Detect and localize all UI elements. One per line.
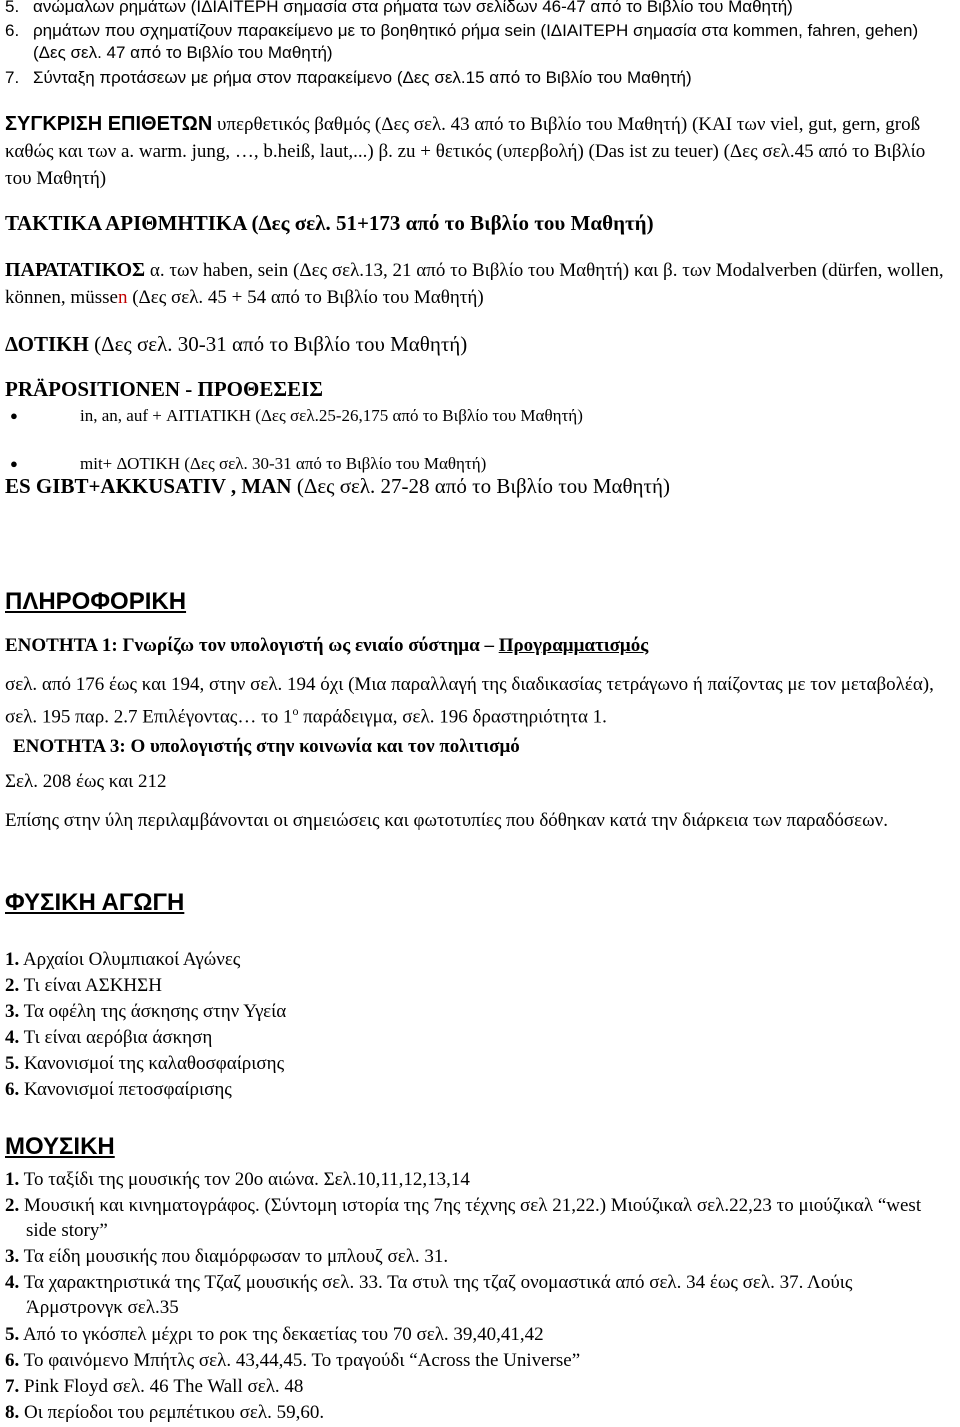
music-item-5 <box>5 1322 952 1347</box>
pe-item-5 <box>5 1051 952 1077</box>
informatics-note: Επίσης στην ύλη περιλαμβάνονται οι σημειώσεις και φωτοτυπίες που δόθηκαν κατά την διάρκεια των παραδόσεων. <box>5 810 888 831</box>
music-number: 7. <box>5 1376 20 1397</box>
informatics-heading: ΠΛΗΡΟΦΟΡΙΚΗ <box>5 588 187 615</box>
music-text: Pink Floyd σελ. 46 The Wall σελ. 48 <box>24 1376 304 1397</box>
pe-text: Τι είναι ΑΣΚΗΣΗ <box>23 975 162 996</box>
music-number: 3. <box>5 1246 20 1267</box>
dotiki-line <box>5 331 952 358</box>
prapositionen-heading: PRÄPOSITIONEN - ΠΡΟΘΕΣΕΙΣ <box>5 377 323 401</box>
list-number: 6. <box>5 21 20 40</box>
bullet-item-2: ● mit+ ΔΟΤΙΚΗ (Δες σελ. 30-31 από το Βιβλίο του Μαθητή) <box>5 453 960 475</box>
sygkrisi-heading: ΣΥΓΚΡΙΣΗ ΕΠΙΘΕΤΩΝ <box>5 113 213 135</box>
pe-item-1 <box>5 947 952 973</box>
esgibt-text: (Δες σελ. 27-28 από το Βιβλίο του Μαθητή) <box>291 474 670 498</box>
music-item-6 <box>5 1348 952 1373</box>
sygkrisi-paragraph <box>5 111 952 192</box>
list-text: ανώμαλων ρημάτων (ΙΔΙΑΙΤΕΡΗ σημασία στα ρήματα των σελίδων 46-47 από το Βιβλίο του Μαθητή) <box>33 0 793 16</box>
music-number: 2. <box>5 1195 20 1216</box>
paratatikos-text-end: (Δες σελ. 45 + 54 από το Βιβλίο του Μαθητή) <box>127 287 484 308</box>
top-list-item-7 <box>5 67 952 89</box>
unit1-heading <box>5 633 952 659</box>
top-list-item-6 <box>5 20 952 64</box>
music-text: Τα είδη μουσικής που διαμόρφωσαν το μπλουζ σελ. 31. <box>23 1246 449 1267</box>
pe-item-2 <box>5 973 952 999</box>
music-number: 5. <box>5 1324 20 1345</box>
unit1-subtitle: Προγραμματισμός <box>498 635 649 656</box>
list-text: ρημάτων που σχηματίζουν παρακείμενο με το βοηθητικό ρήμα sein (ΙΔΙΑΙΤΕΡΗ σημασία στα kommen, fahren, gehen) (Δες σελ. 47 από το Βιβλίο του Μαθητή) <box>33 21 919 62</box>
pe-number: 6. <box>5 1079 20 1100</box>
music-text: Από το γκόσπελ μέχρι το ροκ της δεκαετίας του 70 σελ. 39,40,41,42 <box>22 1324 544 1345</box>
pe-text: Τι είναι αερόβια άσκηση <box>23 1027 213 1048</box>
list-number: 5. <box>5 0 20 16</box>
paratatikos-paragraph <box>5 257 952 311</box>
paratatikos-heading: ΠΑΡΑΤΑΤΙΚΟΣ <box>5 259 146 281</box>
music-text: Το φαινόμενο Μπήτλς σελ. 43,44,45. Το τραγούδι “Across the Universe” <box>23 1350 581 1371</box>
pe-item-3 <box>5 999 952 1025</box>
unit1-title: ΕΝΟΤΗΤΑ 1: Γνωρίζω τον υπολογιστή ως ενιαίο σύστημα <box>5 635 480 656</box>
music-text: Οι περίοδοι του ρεμπέτικου σελ. 59,60. <box>24 1402 325 1423</box>
superscript: ο <box>292 704 299 718</box>
unit1-text-a: σελ. από 176 έως και 194, στην σελ. 194 όχι (Μια παραλλαγή της διαδικασίας τετράγωνο ή παίζοντας με τον μεταβολέα), σελ. 195 παρ. 2.7 Επιλέγοντας… το 1 <box>5 674 934 728</box>
music-number: 1. <box>5 1169 20 1190</box>
pe-number: 2. <box>5 975 20 996</box>
music-item-1 <box>5 1167 952 1192</box>
unit1-text-b: παράδειγμα, σελ. 196 δραστηριότητα 1. <box>298 706 607 728</box>
pe-number: 4. <box>5 1027 20 1048</box>
music-text: Το ταξίδι της μουσικής τον 20ο αιώνα. Σελ.10,11,12,13,14 <box>23 1169 470 1190</box>
pe-number: 5. <box>5 1053 20 1074</box>
pe-item-6 <box>5 1077 952 1103</box>
esgibt-line <box>5 473 952 500</box>
pe-text: Κανονισμοί της καλαθοσφαίρισης <box>24 1053 285 1074</box>
unit1-text <box>5 672 952 730</box>
pe-number: 3. <box>5 1001 20 1022</box>
music-item-8 <box>5 1400 952 1425</box>
music-number: 6. <box>5 1350 20 1371</box>
music-item-7 <box>5 1374 952 1399</box>
unit1-dash: – <box>479 635 499 656</box>
unit3-pages: Σελ. 208 έως και 212 <box>5 771 167 792</box>
red-letter: n <box>117 287 128 308</box>
music-item-3 <box>5 1244 952 1269</box>
music-text: Τα χαρακτηριστικά της Τζαζ μουσικής σελ. 33. Τα στυλ της τζαζ ονομαστικά από σελ. 34 έως σελ. 37. Λούις Άρμστρονγκ σελ.35 <box>23 1272 853 1318</box>
sygkrisi-text: υπερθετικός βαθμός (Δες σελ. 43 από το Βιβλίο του Μαθητή) (ΚΑΙ των viel, gut, gern, groß καθώς και των a. warm. jung, …, b.heiß, laut,...) β. zu + θετικός (υπερβολή) (Das ist zu teuer) (Δες σελ.45 από το Βιβλίο του Μαθητή) <box>5 114 926 189</box>
dotiki-heading: ΔΟΤΙΚΗ <box>5 332 89 356</box>
top-list-item-5 <box>5 0 952 18</box>
list-text: Σύνταξη προτάσεων με ρήμα στον παρακείμενο (Δες σελ.15 από το Βιβλίο του Μαθητή) <box>33 68 692 87</box>
dotiki-text: (Δες σελ. 30-31 από το Βιβλίο του Μαθητή) <box>88 332 468 356</box>
taktika-heading: ΤΑΚΤΙΚΑ ΑΡΙΘΜΗΤΙΚΑ (Δες σελ. 51+173 από το Βιβλίο του Μαθητή) <box>5 211 654 235</box>
esgibt-heading: ES GIBT+AKKUSATIV , MAN <box>5 474 292 498</box>
bullet-item-1: ● in, an, auf + ΑΙΤΙΑΤΙΚΗ (Δες σελ.25-26,175 από το Βιβλίο του Μαθητή) <box>5 405 960 427</box>
music-item-2 <box>5 1193 952 1243</box>
pe-text: Αρχαίοι Ολυμπιακοί Αγώνες <box>22 949 241 970</box>
pe-text: Τα οφέλη της άσκησης στην Υγεία <box>23 1001 287 1022</box>
unit3-heading: ΕΝΟΤΗΤΑ 3: Ο υπολογιστής στην κοινωνία και τον πολιτισμό <box>13 736 520 757</box>
music-item-4 <box>5 1270 952 1320</box>
paratatikos-text: α. των haben, sein (Δες σελ.13, 21 από το Βιβλίο του Μαθητή) και β. των Modalverben (dürfen, wollen, können, müsse <box>5 260 944 308</box>
pe-text: Κανονισμοί πετοσφαίρισης <box>24 1079 232 1100</box>
music-heading: ΜΟΥΣΙΚΗ <box>5 1133 115 1160</box>
pe-number: 1. <box>5 949 20 970</box>
pe-item-4 <box>5 1025 952 1051</box>
music-number: 8. <box>5 1402 20 1423</box>
music-number: 4. <box>5 1272 20 1293</box>
music-text: Μουσική και κινηματογράφος. (Σύντομη ιστορία της 7ης τέχνης σελ 21,22.) Μιούζικαλ σελ.22,23 το μιούζικαλ “west side story” <box>24 1195 922 1241</box>
list-number: 7. <box>5 68 20 87</box>
pe-heading: ΦΥΣΙΚΗ ΑΓΩΓΗ <box>5 889 185 916</box>
